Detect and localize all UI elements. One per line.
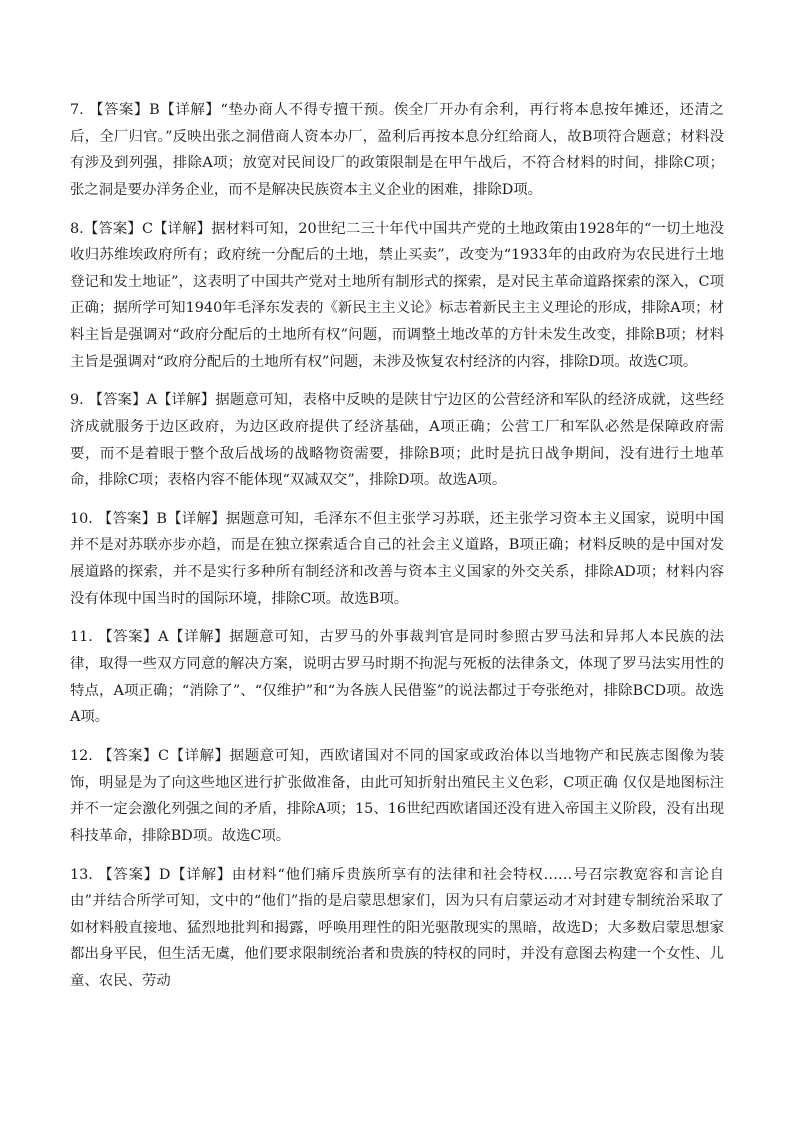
answer-item-8: 8.【答案】C【详解】据材料可知，20世纪二三十年代中国共产党的土地政策由1928年的“一切土地没收归苏维埃政府所有；政府统一分配后的土地，禁止买卖”，改变为“1933年的由政府为农民进行土地登记和发土地证”，这表明了中国共产党对土地所有制形式的探索，是对民主革命道路探索的深入，C项正确；据所学可知1940年毛泽东发表的《新民主主义论》标志着新民主主义理论的形成，排除A项；材料主旨是强调对“政府分配后的土地所有权”问题，而调整土地改革的方针未发生改变，排除B项；材料主旨是强调对“政府分配后的土地所有权”问题，未涉及恢复农村经济的内容，排除D项。故选C项。 [70,220,724,370]
answer-item-11: 11. 【答案】A【详解】据题意可知，古罗马的外事裁判官是同时参照古罗马法和异邦人本民族的法律，取得一些双方同意的解决方案，说明古罗马时期不拘泥与死板的法律条文，体现了罗马法实用性的特点，A项正确；“消除了”、“仅维护”和“为各族人民借鉴”的说法都过于夸张绝对，排除BCD项。故选A项。 [70,629,724,726]
answer-item-9: 9. 【答案】A【详解】据题意可知，表格中反映的是陕甘宁边区的公营经济和军队的经济成就，这些经济成就服务于边区政府，为边区政府提供了经济基础，A项正确；公营工厂和军队必然是保障政府需要，而不是着眼于整个敌后战场的战略物资需要，排除B项；此时是抗日战争期间，没有进行土地革命，排除C项；表格内容不能体现“双减双交”，排除D项。故选A项。 [70,392,724,489]
answer-item-7: 7. 【答案】B【详解】“垫办商人不得专擅干预。俟全厂开办有余利，再行将本息按年摊还，还清之后，全厂归官。”反映出张之洞借商人资本办厂，盈利后再按本息分红给商人，故B项符合题意；材料没有涉及到列强，排除A项；放宽对民间设厂的政策限制是在甲午战后，不符合材料的时间，排除C项；张之洞是要办洋务企业，而不是解决民族资本主义企业的困难，排除D项。 [70,102,724,198]
answer-item-12: 12. 【答案】C【详解】据题意可知，西欧诸国对不同的国家或政治体以当地物产和民族志图像为装饰，明显是为了向这些地区进行扩张做准备，由此可知折射出殖民主义色彩，C项正确 仅仅是地图标注并不一定会激化列强之间的矛盾，排除A项；15、16世纪西欧诸国还没有进入帝国主义阶段，没有出现科技革命，排除BD项。故选C项。 [70,748,724,844]
answer-item-10: 10. 【答案】B【详解】据题意可知，毛泽东不但主张学习苏联，还主张学习资本主义国家，说明中国并不是对苏联亦步亦趋，而是在独立探索适合自己的社会主义道路，B项正确；材料反映的是中国对发展道路的探索，并不是实行多种所有制经济和改善与资本主义国家的外交关系，排除AD项；材料内容没有体现中国当时的国际环境，排除C项。故选B项。 [70,510,724,607]
answer-explanations [70,97,724,1007]
answer-item-13: 13. 【答案】D【详解】由材料“他们痛斥贵族所享有的法律和社会特权……号召宗教宽容和言论自由”并结合所学可知，文中的“他们”指的是启蒙思想家们，因为只有启蒙运动才对封建专制统治采取了如材料般直接地、猛烈地批判和揭露，呼唤用理性的阳光驱散现实的黑暗，故选D；大多数启蒙思想家都出身平民，但生活无虞，他们要求限制统治者和贵族的特权的同时，并没有意图去构建一个女性、儿童、农民、劳动 [70,866,724,989]
